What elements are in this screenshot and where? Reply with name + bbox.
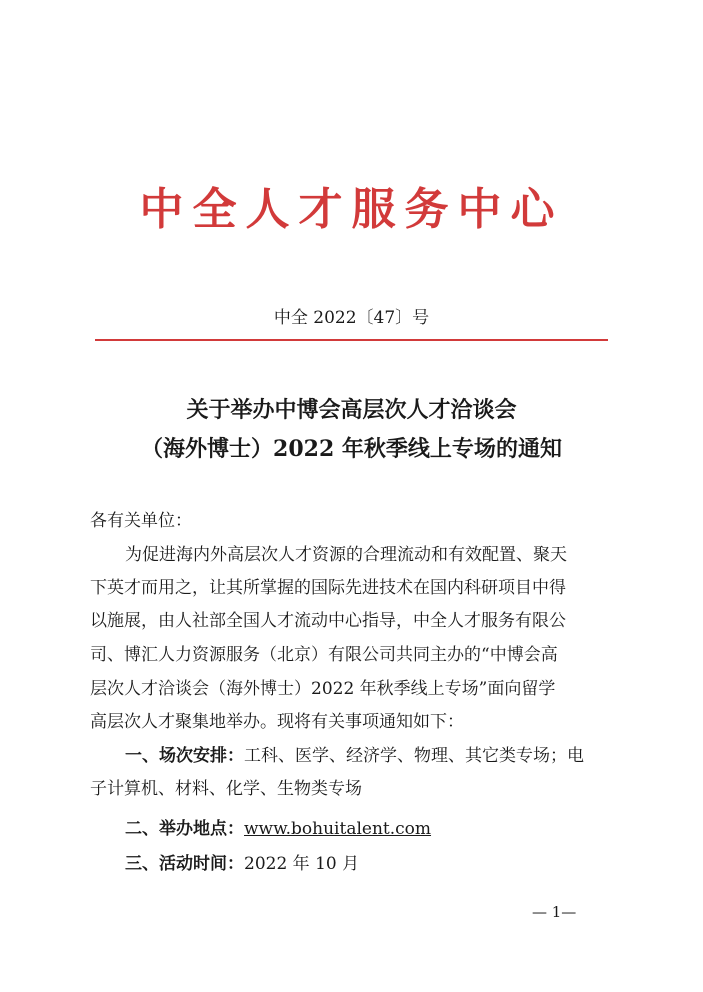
item-schedule [125, 744, 655, 768]
notice-title-line1: 关于举办中博会高层次人才洽谈会 [186, 397, 517, 423]
paragraph-line: 下英才而用之，让其所掌握的国际先进技术在国内科研项目中得 [90, 578, 566, 598]
item-time-label: 三、活动时间： [125, 854, 244, 874]
page-number: — 1— [532, 903, 577, 921]
item-time [125, 852, 655, 876]
paragraph-line: 为促进海内外高层次人才资源的合理流动和有效配置、聚天 [125, 545, 567, 565]
item-schedule-label: 一、场次安排： [125, 746, 244, 766]
item-schedule-continued: 子计算机、材料、化学、生物类专场 [90, 779, 362, 799]
paragraph-line: 高层次人才聚集地举办。现将有关事项通知如下： [90, 712, 464, 732]
item-time-text: 2022 年 10 月 [244, 854, 360, 874]
org-letterhead-title: 中全人才服务中心 [139, 184, 564, 235]
item-venue-label: 二、举办地点： [125, 819, 244, 839]
salutation: 各有关单位： [90, 511, 192, 531]
item-venue [125, 817, 655, 841]
letterhead-divider [95, 339, 608, 341]
paragraph-line: 层次人才洽谈会（海外博士）2022 年秋季线上专场”面向留学 [90, 679, 556, 699]
paragraph-line: 以施展，由人社部全国人才流动中心指导，中全人才服务有限公 [90, 611, 566, 631]
notice-title-line2: （海外博士）2022 年秋季线上专场的通知 [141, 436, 562, 462]
paragraph-line: 司、博汇人力资源服务（北京）有限公司共同主办的“中博会高 [90, 645, 558, 665]
item-schedule-text: 工科、医学、经济学、物理、其它类专场；电 [244, 746, 584, 766]
document-number: 中全 2022〔47〕号 [273, 308, 430, 328]
website-link[interactable]: www.bohuitalent.com [244, 819, 432, 839]
